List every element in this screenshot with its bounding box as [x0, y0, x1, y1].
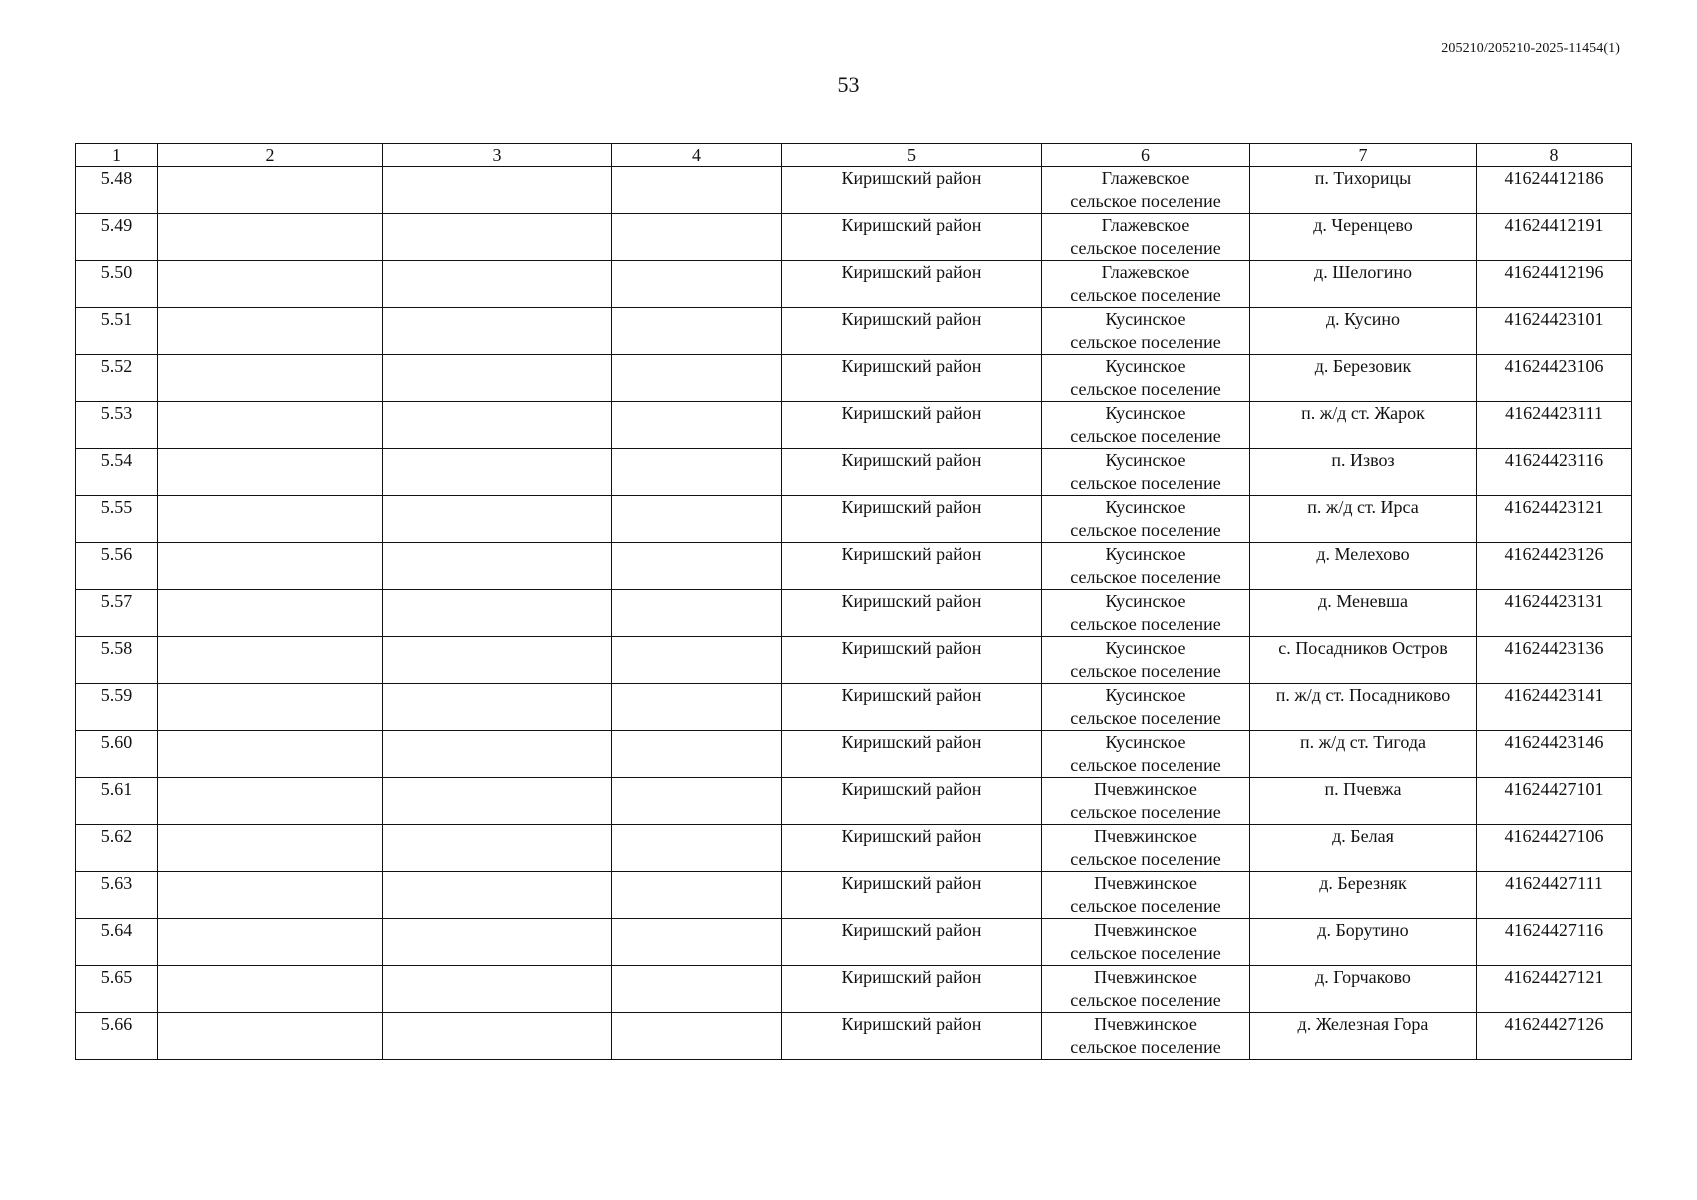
row-number-cell: 5.52 — [76, 355, 158, 402]
row-number-cell: 5.54 — [76, 449, 158, 496]
empty-cell — [158, 214, 383, 261]
code-cell: 41624423131 — [1477, 590, 1632, 637]
empty-cell — [383, 637, 612, 684]
settlement-type: сельское поселение — [1070, 1037, 1221, 1057]
locality-cell: д. Березняк — [1250, 872, 1477, 919]
row-number-cell: 5.61 — [76, 778, 158, 825]
district-cell: Киришский район — [782, 449, 1042, 496]
empty-cell — [158, 308, 383, 355]
row-number-cell: 5.50 — [76, 261, 158, 308]
register-table — [75, 143, 1632, 1060]
district-cell: Киришский район — [782, 214, 1042, 261]
locality-cell: д. Железная Гора — [1250, 1013, 1477, 1060]
empty-cell — [158, 919, 383, 966]
empty-cell — [612, 684, 782, 731]
row-number-cell: 5.57 — [76, 590, 158, 637]
empty-cell — [612, 778, 782, 825]
empty-cell — [612, 449, 782, 496]
settlement-name: Кусинское — [1105, 403, 1186, 423]
empty-cell — [612, 731, 782, 778]
table-row — [76, 590, 1632, 637]
locality-cell: д. Шелогино — [1250, 261, 1477, 308]
empty-cell — [383, 590, 612, 637]
empty-cell — [158, 261, 383, 308]
district-cell: Киришский район — [782, 355, 1042, 402]
district-cell: Киришский район — [782, 825, 1042, 872]
column-header: 2 — [158, 144, 383, 167]
settlement-name: Кусинское — [1105, 591, 1186, 611]
locality-cell: п. ж/д ст. Ирса — [1250, 496, 1477, 543]
table-row — [76, 778, 1632, 825]
district-cell: Киришский район — [782, 308, 1042, 355]
settlement-type: сельское поселение — [1070, 943, 1221, 963]
settlement-name: Кусинское — [1105, 450, 1186, 470]
settlement-cell — [1042, 167, 1250, 214]
table-row — [76, 966, 1632, 1013]
empty-cell — [612, 214, 782, 261]
locality-cell: п. ж/д ст. Посадниково — [1250, 684, 1477, 731]
empty-cell — [383, 214, 612, 261]
empty-cell — [612, 1013, 782, 1060]
settlement-name: Пчевжинское — [1094, 779, 1197, 799]
page-number: 53 — [837, 72, 860, 97]
row-number-cell: 5.51 — [76, 308, 158, 355]
settlement-type: сельское поселение — [1070, 661, 1221, 681]
locality-cell: д. Борутино — [1250, 919, 1477, 966]
locality-cell: д. Черенцево — [1250, 214, 1477, 261]
table-row — [76, 637, 1632, 684]
table-row — [76, 449, 1632, 496]
settlement-cell — [1042, 872, 1250, 919]
table-row — [76, 167, 1632, 214]
code-cell: 41624423146 — [1477, 731, 1632, 778]
settlement-type: сельское поселение — [1070, 191, 1221, 211]
empty-cell — [158, 825, 383, 872]
empty-cell — [158, 637, 383, 684]
empty-cell — [158, 731, 383, 778]
empty-cell — [612, 919, 782, 966]
settlement-cell — [1042, 449, 1250, 496]
settlement-cell — [1042, 731, 1250, 778]
empty-cell — [383, 778, 612, 825]
settlement-cell — [1042, 214, 1250, 261]
locality-cell: д. Горчаково — [1250, 966, 1477, 1013]
settlement-type: сельское поселение — [1070, 614, 1221, 634]
empty-cell — [612, 590, 782, 637]
empty-cell — [158, 590, 383, 637]
settlement-cell — [1042, 261, 1250, 308]
settlement-cell — [1042, 308, 1250, 355]
row-number-cell: 5.55 — [76, 496, 158, 543]
code-cell: 41624412191 — [1477, 214, 1632, 261]
empty-cell — [158, 966, 383, 1013]
settlement-type: сельское поселение — [1070, 896, 1221, 916]
code-cell: 41624423121 — [1477, 496, 1632, 543]
district-cell: Киришский район — [782, 778, 1042, 825]
locality-cell: п. Тихорицы — [1250, 167, 1477, 214]
settlement-name: Глажевское — [1101, 215, 1190, 235]
row-number-cell: 5.66 — [76, 1013, 158, 1060]
document-id: 205210/205210-2025-11454(1) — [1441, 41, 1620, 56]
empty-cell — [612, 825, 782, 872]
empty-cell — [383, 919, 612, 966]
settlement-name: Пчевжинское — [1094, 873, 1197, 893]
empty-cell — [383, 261, 612, 308]
empty-cell — [383, 684, 612, 731]
code-cell: 41624423116 — [1477, 449, 1632, 496]
settlement-name: Пчевжинское — [1094, 920, 1197, 940]
table-row — [76, 684, 1632, 731]
code-cell: 41624427106 — [1477, 825, 1632, 872]
empty-cell — [612, 355, 782, 402]
code-cell: 41624423111 — [1477, 402, 1632, 449]
empty-cell — [612, 261, 782, 308]
locality-cell: п. Извоз — [1250, 449, 1477, 496]
empty-cell — [158, 872, 383, 919]
empty-cell — [158, 496, 383, 543]
empty-cell — [158, 167, 383, 214]
settlement-cell — [1042, 966, 1250, 1013]
locality-cell: д. Белая — [1250, 825, 1477, 872]
district-cell: Киришский район — [782, 543, 1042, 590]
empty-cell — [383, 496, 612, 543]
empty-cell — [158, 684, 383, 731]
locality-cell: д. Кусино — [1250, 308, 1477, 355]
table-row — [76, 919, 1632, 966]
column-header: 1 — [76, 144, 158, 167]
settlement-type: сельское поселение — [1070, 426, 1221, 446]
row-number-cell: 5.63 — [76, 872, 158, 919]
row-number-cell: 5.53 — [76, 402, 158, 449]
locality-cell: п. Пчевжа — [1250, 778, 1477, 825]
district-cell: Киришский район — [782, 496, 1042, 543]
district-cell: Киришский район — [782, 637, 1042, 684]
empty-cell — [383, 308, 612, 355]
settlement-type: сельское поселение — [1070, 285, 1221, 305]
row-number-cell: 5.59 — [76, 684, 158, 731]
district-cell: Киришский район — [782, 261, 1042, 308]
code-cell: 41624427101 — [1477, 778, 1632, 825]
empty-cell — [158, 355, 383, 402]
empty-cell — [612, 167, 782, 214]
empty-cell — [383, 1013, 612, 1060]
settlement-type: сельское поселение — [1070, 755, 1221, 775]
code-cell: 41624423126 — [1477, 543, 1632, 590]
settlement-name: Кусинское — [1105, 685, 1186, 705]
empty-cell — [383, 731, 612, 778]
settlement-cell — [1042, 637, 1250, 684]
empty-cell — [612, 543, 782, 590]
empty-cell — [612, 966, 782, 1013]
settlement-type: сельское поселение — [1070, 849, 1221, 869]
empty-cell — [612, 308, 782, 355]
code-cell: 41624423101 — [1477, 308, 1632, 355]
district-cell: Киришский район — [782, 1013, 1042, 1060]
column-number-row — [76, 144, 1632, 167]
table-row — [76, 308, 1632, 355]
settlement-cell — [1042, 1013, 1250, 1060]
locality-cell: д. Березовик — [1250, 355, 1477, 402]
locality-cell: д. Меневша — [1250, 590, 1477, 637]
empty-cell — [383, 543, 612, 590]
settlement-cell — [1042, 919, 1250, 966]
district-cell: Киришский район — [782, 684, 1042, 731]
column-header: 3 — [383, 144, 612, 167]
settlement-name: Глажевское — [1101, 262, 1190, 282]
settlement-type: сельское поселение — [1070, 708, 1221, 728]
code-cell: 41624412196 — [1477, 261, 1632, 308]
locality-cell: с. Посадников Остров — [1250, 637, 1477, 684]
district-cell: Киришский район — [782, 731, 1042, 778]
settlement-type: сельское поселение — [1070, 567, 1221, 587]
settlement-type: сельское поселение — [1070, 802, 1221, 822]
settlement-type: сельское поселение — [1070, 990, 1221, 1010]
district-cell: Киришский район — [782, 872, 1042, 919]
settlement-name: Пчевжинское — [1094, 826, 1197, 846]
settlement-type: сельское поселение — [1070, 473, 1221, 493]
code-cell: 41624412186 — [1477, 167, 1632, 214]
empty-cell — [383, 966, 612, 1013]
row-number-cell: 5.58 — [76, 637, 158, 684]
locality-cell: п. ж/д ст. Тигода — [1250, 731, 1477, 778]
code-cell: 41624423141 — [1477, 684, 1632, 731]
settlement-name: Кусинское — [1105, 356, 1186, 376]
row-number-cell: 5.62 — [76, 825, 158, 872]
code-cell: 41624423106 — [1477, 355, 1632, 402]
district-cell: Киришский район — [782, 167, 1042, 214]
district-cell: Киришский район — [782, 590, 1042, 637]
row-number-cell: 5.60 — [76, 731, 158, 778]
settlement-name: Кусинское — [1105, 544, 1186, 564]
empty-cell — [383, 167, 612, 214]
empty-cell — [383, 872, 612, 919]
locality-cell: д. Мелехово — [1250, 543, 1477, 590]
settlement-type: сельское поселение — [1070, 520, 1221, 540]
settlement-name: Кусинское — [1105, 732, 1186, 752]
district-cell: Киришский район — [782, 966, 1042, 1013]
column-header: 4 — [612, 144, 782, 167]
settlement-cell — [1042, 590, 1250, 637]
row-number-cell: 5.64 — [76, 919, 158, 966]
empty-cell — [612, 496, 782, 543]
row-number-cell: 5.49 — [76, 214, 158, 261]
code-cell: 41624427126 — [1477, 1013, 1632, 1060]
empty-cell — [612, 872, 782, 919]
table-row — [76, 496, 1632, 543]
table-body — [76, 167, 1632, 1060]
code-cell: 41624423136 — [1477, 637, 1632, 684]
table-row — [76, 731, 1632, 778]
code-cell: 41624427121 — [1477, 966, 1632, 1013]
table-row — [76, 872, 1632, 919]
empty-cell — [158, 402, 383, 449]
empty-cell — [383, 449, 612, 496]
column-header: 6 — [1042, 144, 1250, 167]
settlement-type: сельское поселение — [1070, 379, 1221, 399]
settlement-name: Кусинское — [1105, 309, 1186, 329]
district-cell: Киришский район — [782, 919, 1042, 966]
empty-cell — [158, 1013, 383, 1060]
empty-cell — [383, 825, 612, 872]
settlement-type: сельское поселение — [1070, 238, 1221, 258]
empty-cell — [612, 637, 782, 684]
code-cell: 41624427111 — [1477, 872, 1632, 919]
code-cell: 41624427116 — [1477, 919, 1632, 966]
table-row — [76, 1013, 1632, 1060]
empty-cell — [612, 402, 782, 449]
empty-cell — [158, 778, 383, 825]
settlement-name: Глажевское — [1101, 168, 1190, 188]
settlement-name: Кусинское — [1105, 638, 1186, 658]
settlement-name: Пчевжинское — [1094, 967, 1197, 987]
table-row — [76, 543, 1632, 590]
column-header: 8 — [1477, 144, 1632, 167]
column-header: 7 — [1250, 144, 1477, 167]
settlement-name: Кусинское — [1105, 497, 1186, 517]
table-row — [76, 261, 1632, 308]
empty-cell — [158, 449, 383, 496]
table-row — [76, 402, 1632, 449]
empty-cell — [383, 355, 612, 402]
settlement-type: сельское поселение — [1070, 332, 1221, 352]
empty-cell — [158, 543, 383, 590]
table-row — [76, 214, 1632, 261]
row-number-cell: 5.65 — [76, 966, 158, 1013]
settlement-cell — [1042, 402, 1250, 449]
settlement-cell — [1042, 496, 1250, 543]
settlement-name: Пчевжинское — [1094, 1014, 1197, 1034]
settlement-cell — [1042, 543, 1250, 590]
row-number-cell: 5.56 — [76, 543, 158, 590]
column-header: 5 — [782, 144, 1042, 167]
row-number-cell: 5.48 — [76, 167, 158, 214]
settlement-cell — [1042, 778, 1250, 825]
district-cell: Киришский район — [782, 402, 1042, 449]
table-row — [76, 825, 1632, 872]
empty-cell — [383, 402, 612, 449]
table-row — [76, 355, 1632, 402]
settlement-cell — [1042, 684, 1250, 731]
settlement-cell — [1042, 355, 1250, 402]
locality-cell: п. ж/д ст. Жарок — [1250, 402, 1477, 449]
settlement-cell — [1042, 825, 1250, 872]
